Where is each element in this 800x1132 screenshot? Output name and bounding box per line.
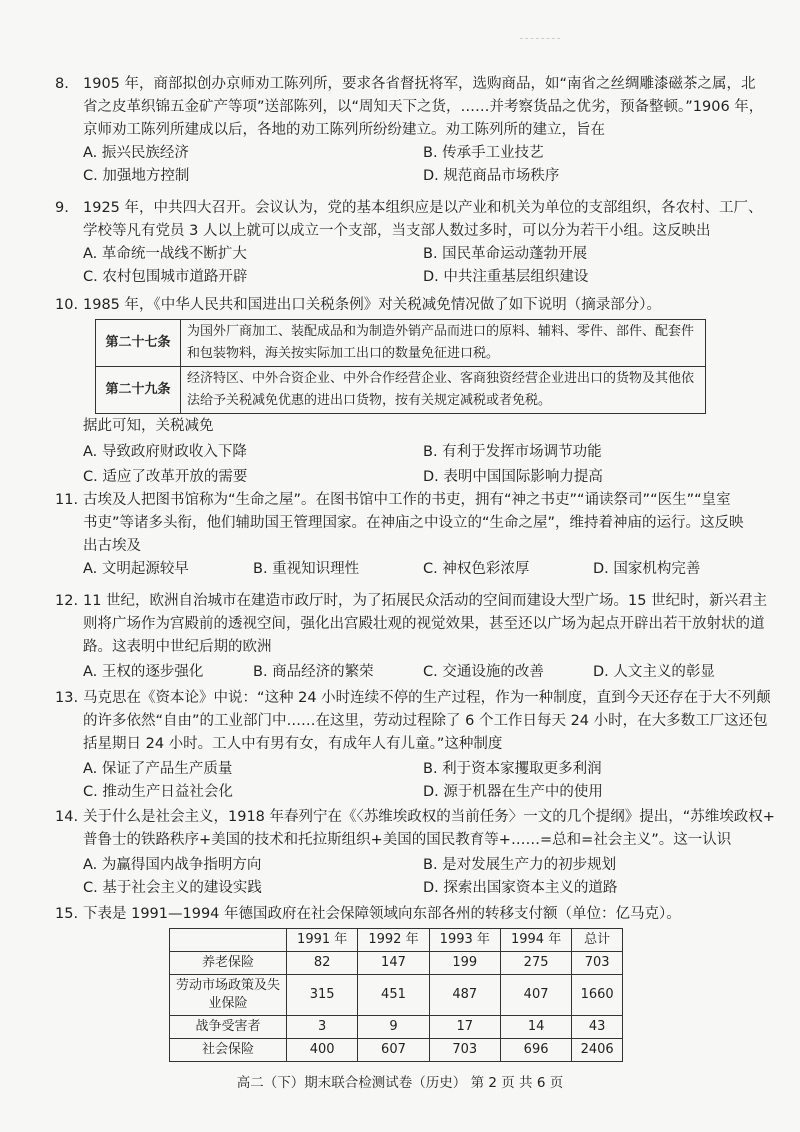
option-d[interactable]: D. 规范商品市场秩序 bbox=[423, 168, 560, 184]
table-cell: 400 bbox=[287, 1039, 358, 1062]
question-8 bbox=[55, 73, 764, 188]
question-9 bbox=[55, 197, 763, 289]
question-text: 学校等凡有党员 3 人以上就可以成立一个支部，当支部人数过多时，可以分为若干小组。这反映出 bbox=[83, 223, 711, 239]
option-a[interactable]: A. 导致政府财政收入下降 bbox=[83, 444, 247, 460]
option-b[interactable]: B. 利于资本家攫取更多利润 bbox=[423, 761, 602, 777]
question-10-cont bbox=[55, 415, 760, 489]
table-cell: 1660 bbox=[572, 975, 623, 1016]
question-text: 据此可知，关税减免 bbox=[83, 418, 214, 434]
table-cell: 43 bbox=[572, 1016, 623, 1039]
option-c[interactable]: C. 适应了改革开放的需要 bbox=[83, 469, 248, 485]
article-label: 第二十九条 bbox=[96, 367, 181, 414]
page-footer: 高二（下）期末联合检测试卷（历史） 第 2 页 共 6 页 bbox=[236, 1075, 564, 1091]
header-cell: 1992 年 bbox=[358, 929, 429, 952]
question-text: 京师劝工陈列所建成以后，各地的劝工陈列所纷纷建立。劝工陈列所的建立，旨在 bbox=[83, 122, 605, 138]
table-cell: 14 bbox=[500, 1016, 571, 1039]
option-d[interactable]: D. 探索出国家资本主义的道路 bbox=[423, 880, 618, 896]
table-cell: 2406 bbox=[572, 1039, 623, 1062]
table-cell: 275 bbox=[500, 952, 571, 975]
option-d[interactable]: D. 国家机构完善 bbox=[593, 561, 701, 577]
question-text: 关于什么是社会主义，1918 年春列宁在《〈苏维埃政权的当前任务〉一文的几个提纲》提出，“苏维埃政权+ bbox=[83, 809, 775, 825]
question-number: 12. bbox=[55, 593, 79, 609]
option-d[interactable]: D. 中共注重基层组织建设 bbox=[423, 269, 589, 285]
question-text: 普鲁士的铁路秩序+美国的技术和托拉斯组织+美国的国民教育等+……=总和=社会主义”。这一认识 bbox=[83, 832, 732, 848]
table-row bbox=[170, 1039, 623, 1062]
question-text: 出古埃及 bbox=[83, 538, 141, 554]
question-text: 11 世纪，欧洲自治城市在建造市政厅时，为了拓展民众活动的空间而建设大型广场。15 世纪时，新兴君主 bbox=[83, 593, 768, 609]
table-cell: 17 bbox=[429, 1016, 500, 1039]
article-text: 为国外厂商加工、装配成品和为制造外销产品而进口的原料、辅料、零件、部件、配套件和包装物料，海关按实际加工出口的数量免征进口税。 bbox=[181, 320, 706, 367]
article-label: 第二十七条 bbox=[96, 320, 181, 367]
tariff-table bbox=[95, 319, 706, 414]
option-c[interactable]: C. 加强地方控制 bbox=[83, 168, 190, 184]
question-text: 省之皮革织锦五金矿产等项”送部陈列，以“周知天下之货，……并考察货品之优劣，预备整顿。”1906 年， bbox=[83, 99, 764, 115]
question-number: 8. bbox=[55, 76, 69, 92]
option-d[interactable]: D. 表明中国国际影响力提高 bbox=[423, 469, 603, 485]
question-text: 路。这表明中世纪后期的欧洲 bbox=[83, 639, 272, 655]
table-row bbox=[170, 975, 623, 1016]
question-text: 1985 年，《中华人民共和国进出口关税条例》对关税减免情况做了如下说明（摘录部分）。 bbox=[83, 297, 662, 313]
table-cell: 451 bbox=[358, 975, 429, 1016]
question-number: 15. bbox=[55, 906, 79, 922]
question-text: 马克思在《资本论》中说：“这种 24 小时连续不停的生产过程，作为一种制度，直到今天还存在于大不列颠 bbox=[83, 690, 771, 706]
table-cell: 487 bbox=[429, 975, 500, 1016]
row-label: 社会保险 bbox=[170, 1039, 287, 1062]
question-text: 的许多依然“自由”的工业部门中……在这里，劳动过程除了 6 个工作日每天 24 小时，在大多数工厂这还包 bbox=[83, 713, 768, 729]
header-cell: 总计 bbox=[572, 929, 623, 952]
option-c[interactable]: C. 农村包围城市道路开辟 bbox=[83, 269, 248, 285]
question-14 bbox=[55, 806, 775, 900]
option-b[interactable]: B. 是对发展生产力的初步规划 bbox=[423, 857, 617, 873]
table-cell: 199 bbox=[429, 952, 500, 975]
header-cell: 1994 年 bbox=[500, 929, 571, 952]
question-12 bbox=[55, 590, 768, 684]
row-label: 劳动市场政策及失业保险 bbox=[170, 975, 287, 1016]
option-a[interactable]: A. 保证了产品生产质量 bbox=[83, 761, 233, 777]
row-label: 养老保险 bbox=[170, 952, 287, 975]
option-b[interactable]: B. 传承手工业技艺 bbox=[423, 145, 544, 161]
question-number: 13. bbox=[55, 690, 79, 706]
option-b[interactable]: B. 国民革命运动蓬勃开展 bbox=[423, 246, 588, 262]
question-text: 则将广场作为宫殿前的透视空间，强化出宫殿壮观的视觉效果，甚至还以广场为起点开辟出若干放射状的道 bbox=[83, 616, 765, 632]
table-cell: 315 bbox=[287, 975, 358, 1016]
option-c[interactable]: C. 推动生产日益社会化 bbox=[83, 784, 233, 800]
option-a[interactable]: A. 文明起源较早 bbox=[83, 561, 189, 577]
table-header-row bbox=[170, 929, 623, 952]
question-text: 括星期日 24 小时。工人中有男有女，有成年人有儿童。”这种制度 bbox=[83, 736, 503, 752]
header-cell: 1991 年 bbox=[287, 929, 358, 952]
question-13 bbox=[55, 687, 771, 804]
transfer-payment-table bbox=[169, 928, 623, 1062]
table-cell: 703 bbox=[572, 952, 623, 975]
article-text: 经济特区、中外合资企业、中外合作经营企业、客商独资经营企业进出口的货物及其他依法给予关税减免优惠的进出口货物，按有关规定减税或者免税。 bbox=[181, 367, 706, 414]
question-text: 古埃及人把图书馆称为“生命之屋”。在图书馆中工作的书吏，拥有“神之书吏”“诵读祭司”“医生”“皇室 bbox=[83, 492, 731, 508]
table-cell: 703 bbox=[429, 1039, 500, 1062]
table-row bbox=[96, 367, 706, 414]
table-cell: 82 bbox=[287, 952, 358, 975]
row-label: 战争受害者 bbox=[170, 1016, 287, 1039]
question-10 bbox=[55, 294, 760, 317]
table-row bbox=[96, 320, 706, 367]
table-cell: 607 bbox=[358, 1039, 429, 1062]
option-c[interactable]: C. 神权色彩浓厚 bbox=[423, 561, 530, 577]
question-number: 14. bbox=[55, 809, 79, 825]
option-b[interactable]: B. 商品经济的繁荣 bbox=[253, 664, 374, 680]
option-b[interactable]: B. 有利于发挥市场调节功能 bbox=[423, 444, 602, 460]
header-cell bbox=[170, 929, 287, 952]
question-number: 10. bbox=[55, 297, 79, 313]
question-text: 下表是 1991—1994 年德国政府在社会保障领域向东部各州的转移支付额（单位：亿马克）。 bbox=[83, 906, 681, 922]
option-a[interactable]: A. 王权的逐步强化 bbox=[83, 664, 204, 680]
table-row bbox=[170, 1016, 623, 1039]
table-cell: 696 bbox=[500, 1039, 571, 1062]
table-cell: 3 bbox=[287, 1016, 358, 1039]
question-text: 1925 年，中共四大召开。会议认为，党的基本组织应是以产业和机关为单位的支部组织，各农村、工厂、 bbox=[83, 200, 763, 216]
scan-mark bbox=[520, 38, 560, 41]
header-cell: 1993 年 bbox=[429, 929, 500, 952]
option-b[interactable]: B. 重视知识理性 bbox=[253, 561, 360, 577]
option-d[interactable]: D. 源于机器在生产中的使用 bbox=[423, 784, 603, 800]
question-text: 书吏”等诸多头衔，他们辅助国王管理国家。在神庙之中设立的“生命之屋”，维持着神庙的运行。这反映 bbox=[83, 515, 744, 531]
option-a[interactable]: A. 振兴民族经济 bbox=[83, 145, 189, 161]
question-15 bbox=[55, 903, 760, 926]
option-a[interactable]: A. 为赢得国内战争指明方向 bbox=[83, 857, 262, 873]
option-c[interactable]: C. 基于社会主义的建设实践 bbox=[83, 880, 262, 896]
option-c[interactable]: C. 交通设施的改善 bbox=[423, 664, 544, 680]
option-d[interactable]: D. 人文主义的彰显 bbox=[593, 664, 715, 680]
question-number: 11. bbox=[55, 492, 79, 508]
table-cell: 9 bbox=[358, 1016, 429, 1039]
question-text: 1905 年，商部拟创办京师劝工陈列所，要求各省督抚将军，选购商品，如“南省之丝绸雕漆磁茶之属，北 bbox=[83, 76, 756, 92]
table-row bbox=[170, 952, 623, 975]
table-cell: 407 bbox=[500, 975, 571, 1016]
question-11 bbox=[55, 489, 760, 581]
question-number: 9. bbox=[55, 200, 69, 216]
table-cell: 147 bbox=[358, 952, 429, 975]
option-a[interactable]: A. 革命统一战线不断扩大 bbox=[83, 246, 247, 262]
